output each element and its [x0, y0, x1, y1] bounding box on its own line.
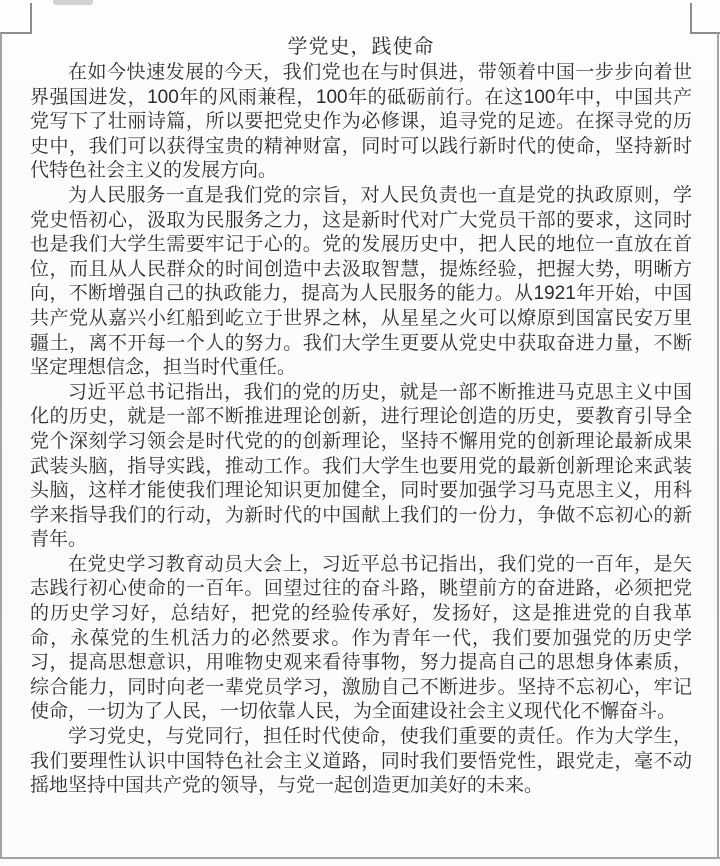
- scan-artifact-smudge: [53, 0, 93, 5]
- paragraph-serve-the-people: 为人民服务一直是我们党的宗旨，对人民负责也一直是党的执政原则，学党史悟初心，汲取为民服务之力，这是新时代对广大党员干部的要求，这同时也是我们大学生需要牢记于心的。党的发展历史中，把人民的地位一直放在首位，而且从人民群众的时间创造中去汲取智慧，提炼经验，把握大势，明晰方向，不断增强自己的执政能力，提高为人民服务的能力。从1921年开始，中国共产党从嘉兴小红船到屹立于世界之林，从星星之火可以燎原到国富民安万里疆土，离不开每一个人的努力。我们大学生更要从党史中获取奋进力量，不断坚定理想信念，担当时代重任。: [30, 184, 692, 379]
- document-content: [30, 34, 692, 799]
- paragraph-intro: 在如今快速发展的今天，我们党也在与时俱进，带领着中国一步步向着世界强国进发，100年的风雨兼程，100年的砥砺前行。在这100年中，中国共产党写下了壮丽诗篇，所以要把党史作为必修课，追寻党的足迹。在探寻党的历史中，我们可以获得宝贵的精神财富，同时可以践行新时代的使命，坚持新时代特色社会主义的发展方向。: [30, 62, 692, 182]
- page-edge-bottom: [0, 857, 720, 859]
- page-edge-left: [0, 33, 2, 859]
- page-edge-right: [717, 33, 719, 859]
- text-boundary-mark-top-left-horizontal: [0, 32, 32, 34]
- paragraph-conclusion: 学习党史，与党同行，担任时代使命，使我们重要的责任。作为大学生，我们要理性认识中国特色社会主义道路，同时我们要悟党性，跟党走，毫不动摇地坚持中国共产党的领导，与党一起创造更加美好的未来。: [30, 726, 692, 797]
- document-title: 学党史，践使命: [287, 36, 435, 58]
- text-boundary-mark-top-right-horizontal: [690, 32, 720, 34]
- text-boundary-mark-top-left-vertical: [30, 3, 32, 34]
- paragraph-theory-innovation: 习近平总书记指出，我们的党的历史，就是一部不断推进马克思主义中国化的历史，就是一部不断推进理论创新，进行理论创造的历史，要教育引导全党个深刻学习领会是时代党的的创新理论，坚持不懈用党的创新理论最新成果武装头脑，指导实践，推动工作。我们大学生也要用党的最新创新理论来武装头脑，这样才能使我们理论知识更加健全，同时要加强学习马克思主义，用科学来指导我们的行动，为新时代的中国献上我们的一份力，争做不忘初心的新青年。: [30, 381, 692, 551]
- text-boundary-mark-top-right-vertical: [690, 3, 692, 34]
- paragraph-study-mobilization: 在党史学习教育动员大会上，习近平总书记指出，我们党的一百年，是矢志践行初心使命的一百年。回望过往的奋斗路，眺望前方的奋进路，必须把党的历史学习好，总结好，把党的经验传承好，发扬好，这是推进党的自我革命，永葆党的生机活力的必然要求。作为青年一代，我们要加强党的历史学习，提高思想意识，用唯物史观来看待事物，努力提高自己的思想身体素质，综合能力，同时向老一辈党员学习，激励自己不断进步。坚持不忘初心，牢记使命，一切为了人民，一切依靠人民，为全面建设社会主义现代化不懈奋斗。: [30, 553, 692, 723]
